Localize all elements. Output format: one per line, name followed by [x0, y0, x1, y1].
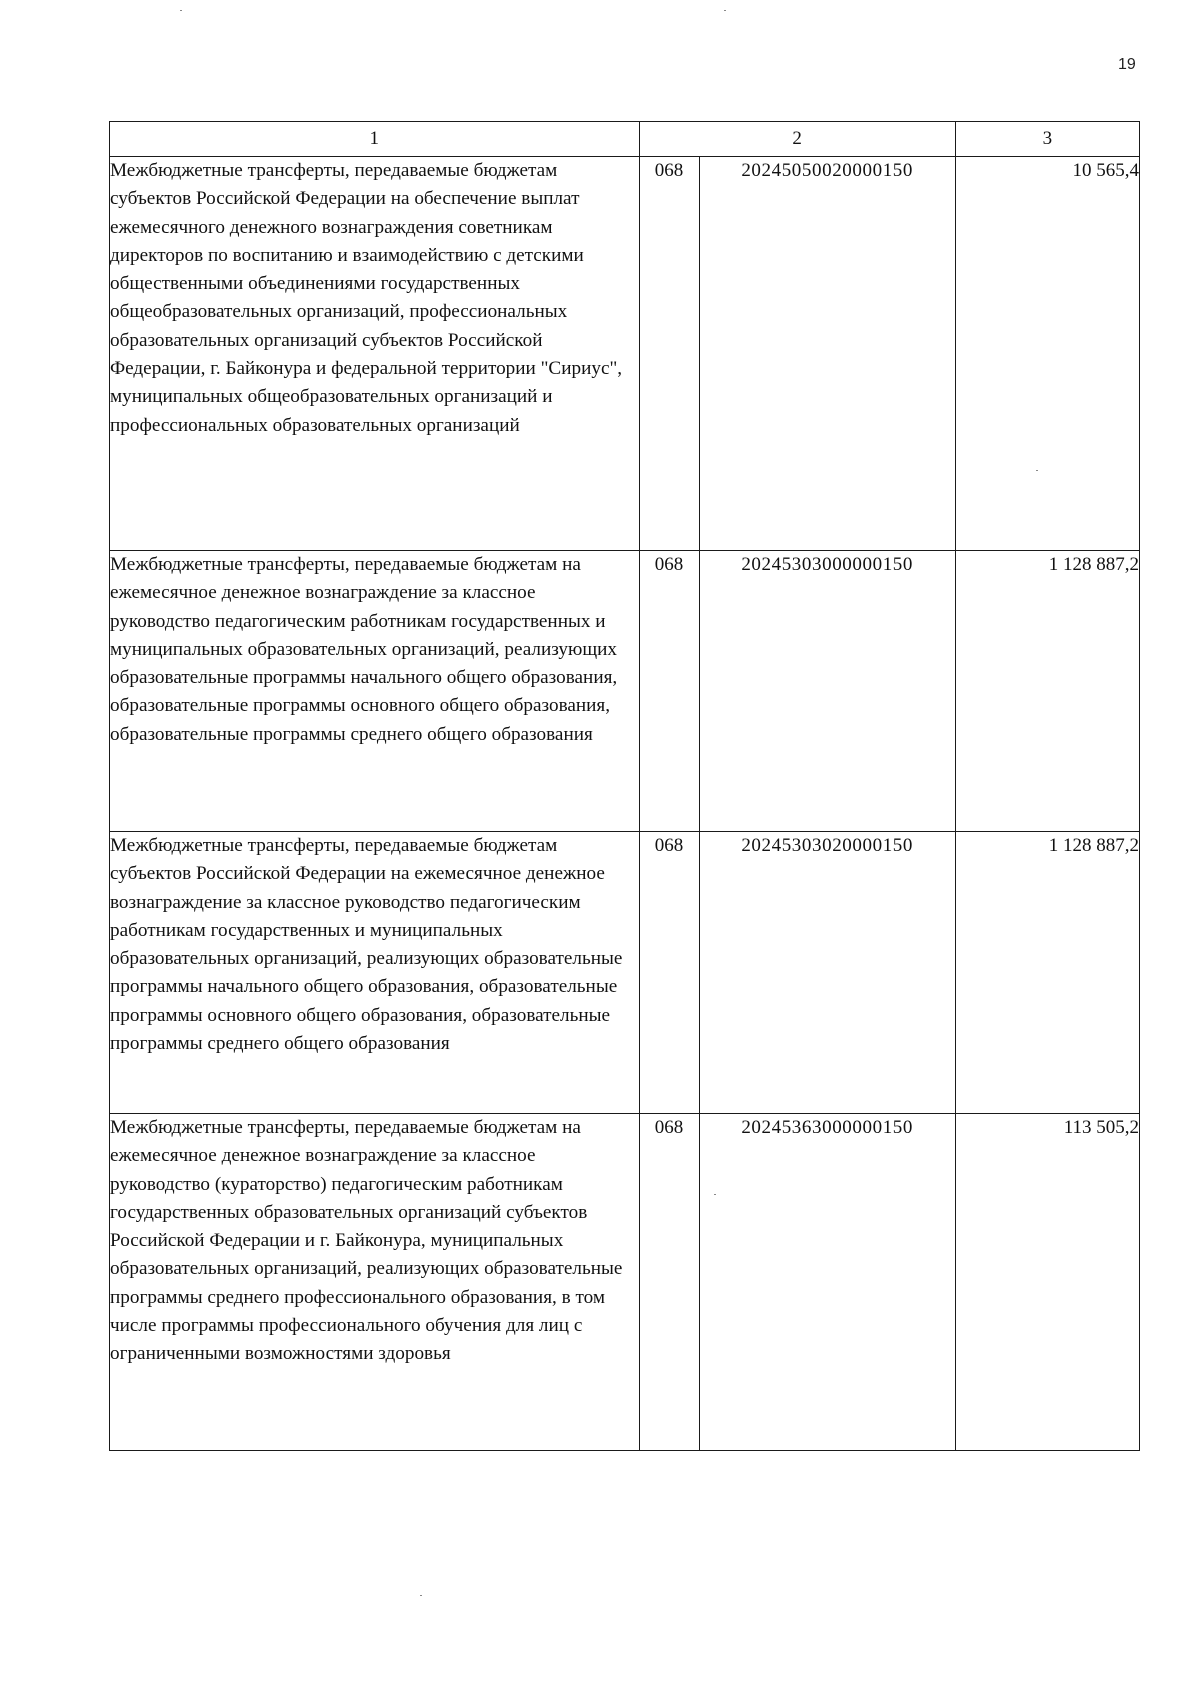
table-row	[110, 832, 1140, 1114]
amount-cell: 10 565,4	[955, 157, 1139, 551]
scan-speck	[714, 1194, 716, 1195]
admin-code-cell: 068	[639, 157, 699, 551]
transfer-name-cell: Межбюджетные трансферты, передаваемые бюджетам субъектов Российской Федерации на обеспечение выплат ежемесячного денежного вознаграждения советникам директоров по воспитанию и взаимодействию с детскими общественными объединениями государственных общеобразовательных организаций, профессиональных образовательных организаций субъектов Российской Федерации, г. Байконура и федеральной территории "Сириус", муниципальных общеобразовательных организаций и профессиональных образовательных организаций	[110, 157, 640, 551]
amount-cell: 113 505,2	[955, 1114, 1139, 1451]
table-row	[110, 1114, 1140, 1451]
header-column-1: 1	[110, 122, 640, 157]
transfer-name-cell: Межбюджетные трансферты, передаваемые бюджетам на ежемесячное денежное вознаграждение за классное руководство (кураторство) педагогическим работникам государственных образовательных организаций субъектов Российской Федерации и г. Байконура, муниципальных образовательных организаций, реализующих образовательные программы среднего профессионального образования, в том числе программы профессионального обучения для лиц с ограниченными возможностями здоровья	[110, 1114, 640, 1451]
admin-code-cell: 068	[639, 832, 699, 1114]
table-header-row	[110, 122, 1140, 157]
amount-cell: 1 128 887,2	[955, 832, 1139, 1114]
scan-speck	[180, 10, 182, 11]
budget-code-cell: 20245050020000150	[699, 157, 955, 551]
header-column-2: 2	[639, 122, 955, 157]
transfer-name-cell: Межбюджетные трансферты, передаваемые бюджетам на ежемесячное денежное вознаграждение за классное руководство педагогическим работникам государственных и муниципальных образовательных организаций, реализующих образовательные программы начального общего образования, образовательные программы основного общего образования, образовательные программы среднего общего образования	[110, 551, 640, 832]
page-number: 19	[1118, 56, 1136, 73]
admin-code-cell: 068	[639, 1114, 699, 1451]
transfer-name-cell: Межбюджетные трансферты, передаваемые бюджетам субъектов Российской Федерации на ежемесячное денежное вознаграждение за классное руководство педагогическим работникам государственных и муниципальных образовательных организаций, реализующих образовательные программы начального общего образования, образовательные программы основного общего образования, образовательные программы среднего общего образования	[110, 832, 640, 1114]
budget-code-cell: 20245303000000150	[699, 551, 955, 832]
table-row	[110, 157, 1140, 551]
scan-speck	[420, 1595, 422, 1596]
table-row	[110, 551, 1140, 832]
budget-code-cell: 20245303020000150	[699, 832, 955, 1114]
admin-code-cell: 068	[639, 551, 699, 832]
amount-cell: 1 128 887,2	[955, 551, 1139, 832]
budget-code-cell: 20245363000000150	[699, 1114, 955, 1451]
scan-speck	[1036, 470, 1038, 471]
scan-speck	[724, 10, 726, 11]
budget-transfers-table	[109, 121, 1140, 1451]
header-column-3: 3	[955, 122, 1139, 157]
